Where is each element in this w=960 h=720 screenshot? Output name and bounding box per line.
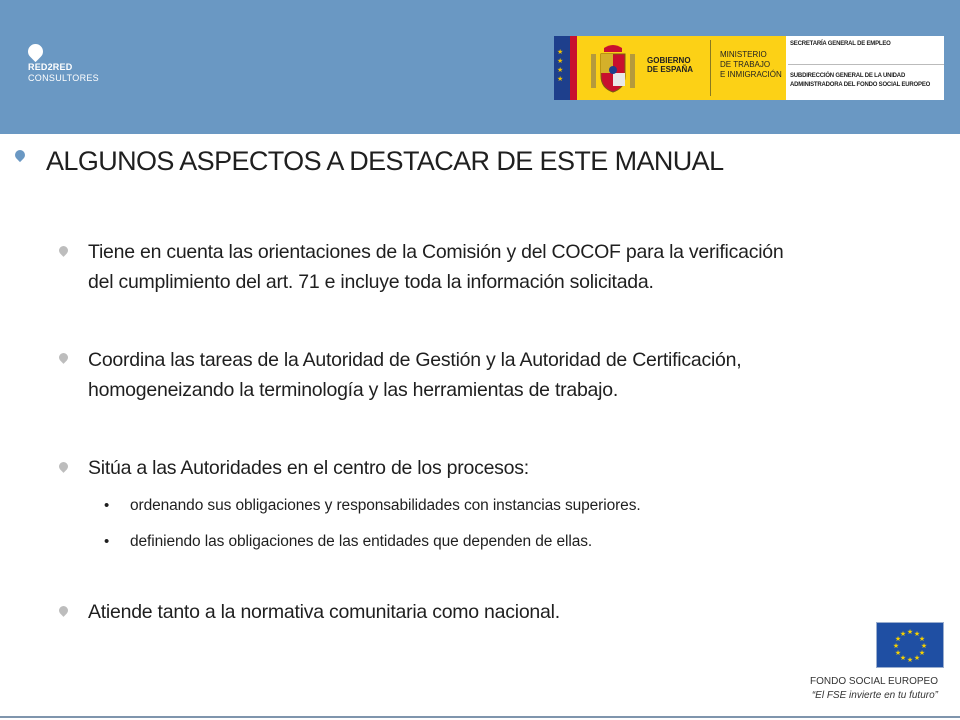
subpoint-2-text: definiendo las obligaciones de las entidades que dependen de ellas. [130,533,593,550]
secretaria-label: SECRETARÍA GENERAL DE EMPLEO [790,41,891,47]
svg-text:★: ★ [894,635,902,643]
fse-caption [810,675,938,703]
bullet-icon [57,460,70,473]
point-1: Tiene en cuenta las orientaciones de la Comisión y del COCOF para la verificación del cumplimiento del art. 71 e incluye toda la información solicitada. [88,241,784,293]
svg-text:★: ★ [920,642,928,650]
spain-flag-red-stripe [570,36,577,100]
bullet-icon [57,351,70,364]
eu-flag-icon [876,622,944,668]
label-separator [788,64,944,65]
gobierno-de-espana-text: GOBIERNO DE ESPAÑA [647,56,694,74]
svg-text:★: ★ [918,649,926,657]
fund-name: FONDO SOCIAL EUROPEO [810,676,938,687]
fund-motto: “El FSE invierte en tu futuro” [811,690,938,701]
department-labels [788,36,944,100]
subbullet-dot-icon: • [104,533,110,550]
svg-text:★: ★ [913,654,921,662]
svg-text:★: ★ [899,654,907,662]
header-banner [0,0,960,134]
point-2: Coordina las tareas de la Autoridad de Gestión y la Autoridad de Certificación, homogeneizando la terminología y las herramientas de trabajo. [88,349,742,401]
svg-text:★: ★ [892,642,900,650]
logo-divider [710,40,711,96]
subpoint-1-text: ordenando sus obligaciones y responsabilidades con instancias superiores. [130,497,641,514]
svg-text:★: ★ [913,630,921,638]
speech-bubble-icon [25,41,46,62]
bullet-icon [57,244,70,257]
svg-text:★: ★ [899,630,907,638]
brand-subtitle: CONSULTORES [28,73,99,83]
subbullet-dot-icon: • [104,497,110,514]
bottom-divider [0,716,960,718]
eu-strip: ★ ★ ★ ★ [554,36,570,100]
svg-text:★: ★ [894,649,902,657]
ministry-name: MINISTERIO DE TRABAJO E INMIGRACIÓN [720,50,782,79]
spain-flag-yellow-panel [577,36,786,100]
bullet-icon [57,604,70,617]
brand-name: RED2RED [28,62,73,72]
svg-text:★: ★ [906,628,914,636]
svg-text:★: ★ [906,656,914,664]
slide-title: ALGUNOS ASPECTOS A DESTACAR DE ESTE MANUAL [46,146,724,176]
point-4: Atiende tanto a la normativa comunitaria como nacional. [88,601,560,623]
title-bullet-icon [13,148,27,162]
point-3: Sitúa a las Autoridades en el centro de los procesos: [88,457,529,479]
government-logo-block [554,36,944,100]
coat-of-arms-icon [587,42,639,96]
svg-text:★: ★ [918,635,926,643]
subdireccion-label: SUBDIRECCIÓN GENERAL DE LA UNIDAD ADMINISTRADORA DEL FONDO SOCIAL EUROPEO [790,73,931,88]
